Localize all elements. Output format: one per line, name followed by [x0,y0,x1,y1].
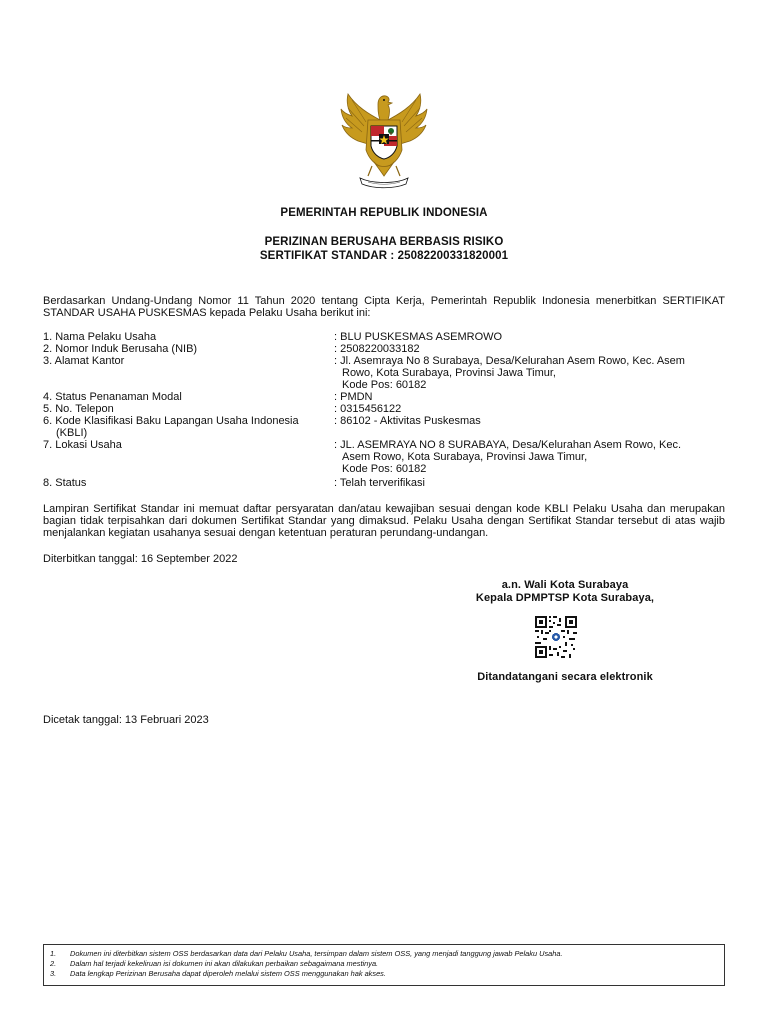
license-title: PERIZINAN BERUSAHA BERBASIS RISIKO [264,236,504,248]
field-value: Kode Pos: 60182 [342,379,427,391]
field-label: 3. Alamat Kantor [43,355,125,367]
field-value: : 2508220033182 [334,343,420,355]
field-label: (KBLI) [56,427,88,439]
field-label: 2. Nomor Induk Berusaha (NIB) [43,343,198,355]
note-number: 2. [50,959,57,968]
footer-note [50,959,378,969]
certificate-number: SERTIFIKAT STANDAR : 25082200331820001 [259,250,509,262]
field-label: 6. Kode Klasifikasi Baku Lapangan Usaha Indonesia [43,415,299,427]
government-title: PEMERINTAH REPUBLIK INDONESIA [280,207,488,219]
field-value: : JL. ASEMRAYA NO 8 SURABAYA, Desa/Kelurahan Asem Rowo, Kec. [334,439,682,451]
field-value: : 86102 - Aktivitas Puskesmas [334,415,481,427]
field-label: 8. Status [43,477,87,489]
field-label: 5. No. Telepon [43,403,114,415]
signatory-line-1: a.n. Wali Kota Surabaya [501,579,629,591]
issued-date: Diterbitkan tanggal: 16 September 2022 [43,553,238,565]
qr-code-icon [534,615,578,659]
field-value: : PMDN [334,391,373,403]
field-label: 4. Status Penanaman Modal [43,391,182,403]
field-label: 7. Lokasi Usaha [43,439,122,451]
field-value: Kode Pos: 60182 [342,463,427,475]
note-text: Data lengkap Perizinan Berusaha dapat diperoleh melalui sistem OSS menggunakan hak akses. [70,969,386,978]
electronic-signature-note: Ditandatangani secara elektronik [477,671,653,683]
attachment-paragraph: Lampiran Sertifikat Standar ini memuat daftar persyaratan dan/atau kewajiban sesuai dengan kode KBLI Pelaku Usaha dan merupakan bagian tidak terpisahkan dari dokumen Sertifikat Standar yang dimaksud. Pelaku Usaha dengan Sertifikat Standar tersebut di atas wajib menjalankan kegiatan usahanya sesuai dengan ketentuan peraturan perundang-undangan. [43,503,725,539]
garuda-emblem [338,92,430,190]
intro-paragraph: Berdasarkan Undang-Undang Nomor 11 Tahun 2020 tentang Cipta Kerja, Pemerintah Republik Indonesia menerbitkan SERTIFIKAT STANDAR USAHA PUSKESMAS kepada Pelaku Usaha berikut ini: [43,295,725,319]
footer-notes-box [43,944,725,986]
note-number: 3. [50,969,57,978]
printed-date: Dicetak tanggal: 13 Februari 2023 [43,714,209,726]
note-text: Dalam hal terjadi kekeliruan isi dokumen ini akan dilakukan perbaikan sebagaimana mestinya. [70,959,379,968]
note-text: Dokumen ini diterbitkan sistem OSS berdasarkan data dari Pelaku Usaha, tersimpan dalam sistem OSS, yang menjadi tanggung jawab Pelaku Usaha. [70,949,563,958]
field-value: : Telah terverifikasi [334,477,425,489]
note-number: 1. [50,949,57,958]
field-value: : 0315456122 [334,403,402,415]
footer-note [50,969,386,979]
field-value: : BLU PUSKESMAS ASEMROWO [334,331,503,343]
field-value: Rowo, Kota Surabaya, Provinsi Jawa Timur, [342,367,556,379]
footer-note [50,949,563,959]
field-value: : Jl. Asemraya No 8 Surabaya, Desa/Kelurahan Asem Rowo, Kec. Asem [334,355,685,367]
signatory-line-2: Kepala DPMPTSP Kota Surabaya, [475,592,655,604]
field-label: 1. Nama Pelaku Usaha [43,331,157,343]
field-value: Asem Rowo, Kota Surabaya, Provinsi Jawa Timur, [342,451,588,463]
